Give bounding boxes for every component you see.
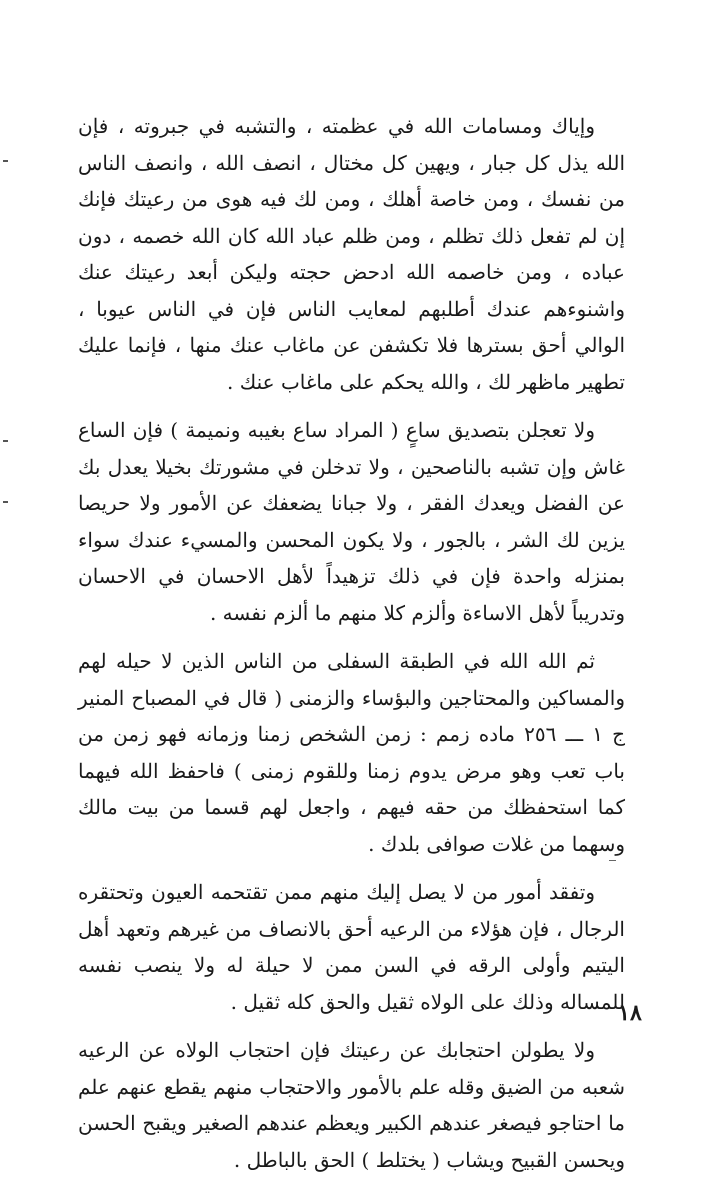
body-text xyxy=(78,108,625,1178)
scan-margin-mark xyxy=(3,501,8,503)
scan-margin-mark xyxy=(3,440,8,442)
paragraph: ولا تعجلن بتصديق ساعٍ ( المراد ساع بغيبه ونميمة ) فإن الساع غاش وإن تشبه بالناصحين ، ولا تدخلن في مشورتك بخيلا يعدل بك عن الفضل ويعدك الفقر ، ولا جبانا يضعفك عن الأمور ولا حريصا يزين لك الشر ، بالجور ، ولا يكون المحسن والمسيء عندك سواء بمنزله واحدة فإن في ذلك تزهيداً لأهل الاحسان في الاحسان وتدريباً لأهل الاساءة وألزم كلا منهم ما ألزم نفسه . xyxy=(78,418,625,625)
scan-margin-mark xyxy=(3,160,8,162)
paragraph: وإياك ومسامات الله في عظمته ، والتشبه في جبروته ، فإن الله يذل كل جبار ، ويهين كل مختال ، انصف الله ، وانصف الناس من نفسك ، ومن خاصة أهلك ، ومن لك فيه هوى من رعيتك فإنك إن لم تفعل ذلك تظلم ، ومن ظلم عباد الله كان الله خصمه ، دون عباده ، ومن خاصمه الله ادحض حجته وليكن أبعد رعيتك عنك واشنوءهم عندك أطلبهم لمعايب الناس فإن في الناس عيوبا ، الوالي أحق بسترها فلا تكشفن عن ماغاب عنك منها ، فإنما عليك تطهير ماظهر لك ، والله يحكم على ماغاب عنك . xyxy=(78,114,625,394)
page-number: ١٨ xyxy=(618,1000,642,1026)
paragraph: ولا يطولن احتجابك عن رعيتك فإن احتجاب الولاه عن الرعيه شعبه من الضيق وقله علم بالأمور والاحتجاب منهم يقطع عنهم علم ما احتاجو فيصغر عندهم الكبير ويعظم عندهم الصغير ويقبح الحسن ويحسن القبيح ويشاب ( يختلط ) الحق بالباطل . xyxy=(78,1038,625,1172)
paragraph: وتفقد أمور من لا يصل إليك منهم ممن تقتحمه العيون وتحتقره الرجال ، فإن هؤلاء من الرعيه أحق بالانصاف من غيرهم وتعهد أهل اليتيم وأولى الرقه في السن ممن لا حيلة له ولا ينصب نفسه للمساله وذلك على الولاه ثقيل والحق كله ثقيل . xyxy=(78,880,625,1014)
paragraph: ثم الله الله في الطبقة السفلى من الناس الذين لا حيله لهم والمساكين والمحتاجين والبؤساء والزمنى ( قال في المصباح المنير ج ١ ـــ ٢٥٦ ماده زمم : زمن الشخص زمنا وزمانه فهو زمن من باب تعب وهو مرض يدوم زمنا وللقوم زمنى ) فاحفظ الله فيهما كما استحفظك من حقه فيهم ، واجعل لهم قسما من بيت مالك وسهما من غلات صوافى بلدك . xyxy=(78,649,626,856)
scan-margin-mark xyxy=(609,860,616,861)
